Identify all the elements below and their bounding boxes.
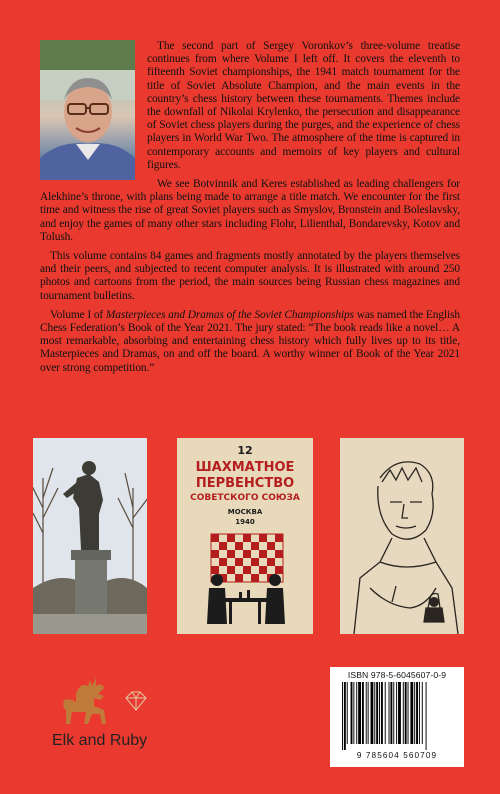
barcode-bar — [419, 682, 420, 744]
barcode-bar — [356, 682, 357, 744]
barcode-digits: 9 785604 560709 — [356, 751, 438, 760]
barcode-bar — [379, 682, 380, 744]
barcode-bar — [422, 682, 423, 744]
barcode-bar — [371, 682, 374, 744]
poster-line-2: ПЕРВЕНСТВО — [195, 476, 295, 491]
barcode-bar — [368, 682, 369, 744]
poster-line-3: СОВЕТСКОГО СОЮЗА — [190, 493, 300, 503]
barcode-bar — [344, 682, 346, 750]
publisher-name: Elk and Ruby — [52, 732, 148, 749]
elk-icon — [63, 678, 106, 724]
ruby-icon — [126, 692, 146, 710]
barcode-bar — [351, 682, 353, 744]
barcode-bar — [385, 682, 386, 744]
book-title: Masterpieces and Dramas of the Soviet Championships — [105, 308, 354, 321]
chess-player-cartoon — [340, 438, 464, 634]
barcode-bar — [410, 682, 413, 744]
barcode-bar — [426, 682, 427, 750]
barcode-bar — [342, 682, 343, 750]
barcode-bar — [347, 682, 348, 744]
barcode-bar — [393, 682, 394, 744]
barcode-bar — [389, 682, 390, 744]
barcode-bar — [362, 682, 364, 744]
barcode-bar — [376, 682, 378, 744]
description-text — [40, 40, 460, 381]
barcode-bar — [353, 682, 354, 744]
paragraph-3: This volume contains 84 games and fragments mostly annotated by the players themselves and their peers, and subjected to recent computer analysis. It is illustrated with around 250 photos and cartoons from the period, the main sources being Russian chess magazines and tournament bulletins. — [40, 250, 460, 302]
barcode-bar — [381, 682, 383, 744]
tournament-poster — [177, 438, 313, 634]
barcode-bar — [416, 682, 418, 744]
barcode-bar — [403, 682, 404, 744]
isbn-barcode-box — [330, 667, 464, 767]
isbn-label: ISBN 978-5-6045607-0-9 — [347, 670, 447, 680]
barcode-bar — [366, 682, 367, 744]
barcode-bar — [396, 682, 397, 744]
barcode-bar — [390, 682, 392, 744]
paragraph-4: Volume I of Masterpieces and Dramas of the Soviet Championships was named the English Chess Federation’s Book of the Year 2021. The jury stated: “The book reads like a novel… A most remarkable, absorbing and entertaining chess history which fully lives up to its title, Masterpieces and Dramas, on and off the board. A worthy winner of Book of the Year 2021 over strong competition.” — [40, 308, 460, 374]
barcode-icon — [338, 682, 456, 750]
paragraph-1: The second part of Sergey Voronkov’s three-volume treatise continues from where Volume I left off. It covers the eleventh to fifteenth Soviet championships, the 1941 match tournament for the title of Soviet Absolute Champion, and the main events in the country’s chess history between these tournaments. Themes include the downfall of Nikolai Krylenko, the persecution and disappearance of Soviet chess players during the purges, and the experience of chess players in World War Two. The atmosphere of the time is captured in contemporary accounts and memoirs of key players and cultural figures. — [147, 40, 460, 171]
poster-year: 1940 — [235, 518, 255, 526]
paragraph-2: We see Botvinnik and Keres established as leading challengers for Alekhine’s throne, with plans being made to arrange a title match. We encounter for the first time and witness the rise of great Soviet players such as Smyslov, Bronstein and Boleslavsky, and enjoy the games of many other stars including Flohr, Lilienthal, Bondarevsky, Kotov and Tolush. — [40, 178, 460, 243]
poster-line-1: ШАХМАТНОЕ — [195, 460, 295, 475]
barcode-bar — [358, 682, 361, 744]
statue-photo — [33, 438, 147, 634]
poster-city: МОСКВА — [227, 508, 263, 516]
publisher-logo — [40, 672, 160, 772]
barcode-bar — [374, 682, 375, 744]
barcode-bar — [398, 682, 401, 744]
barcode-bar — [405, 682, 407, 744]
poster-number: 12 — [237, 444, 253, 457]
barcode-bar — [408, 682, 409, 744]
barcode-bar — [414, 682, 415, 744]
